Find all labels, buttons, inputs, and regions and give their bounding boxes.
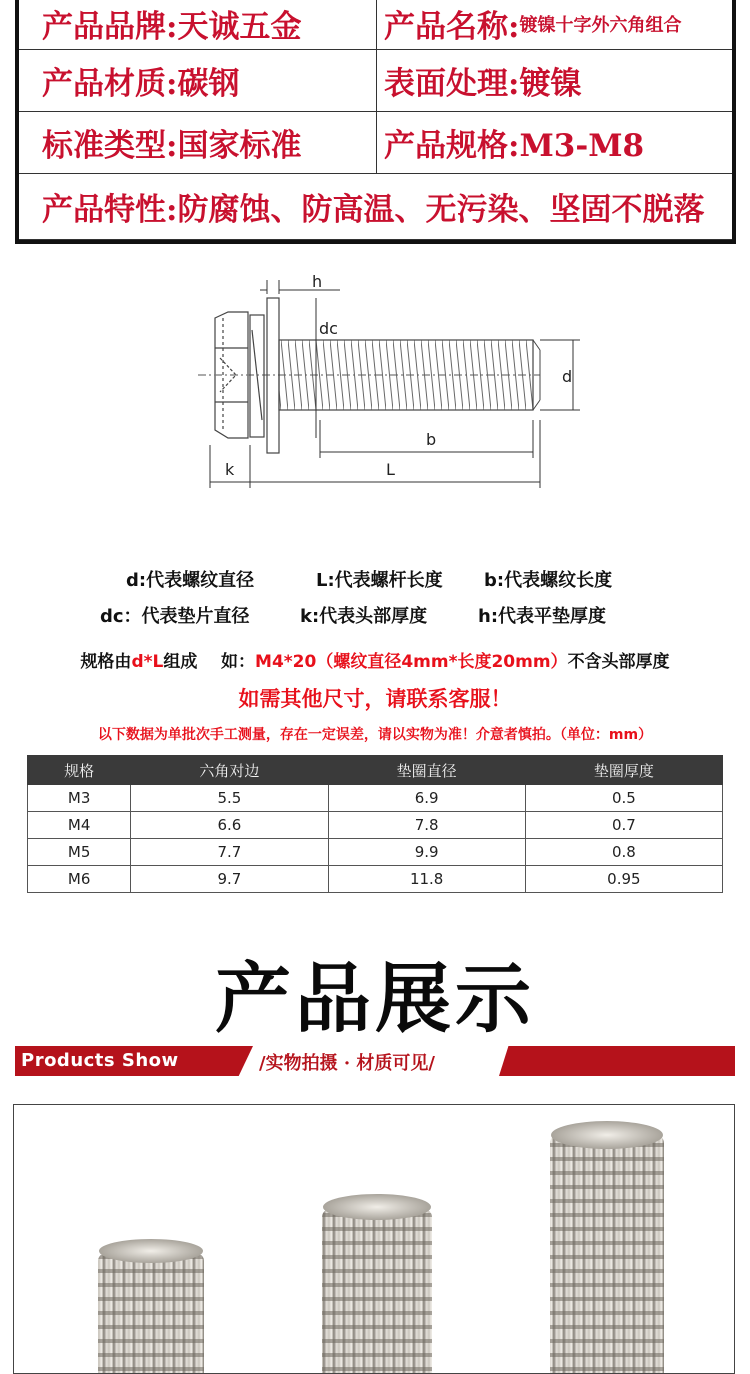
spec-formula: d*L [131,652,164,672]
definition-k: k:代表头部厚度 [300,606,428,627]
cell-washer-thickness: 0.7 [525,812,722,839]
showcase-title: 产品展示 [215,954,535,1043]
screws-photo-illustration [14,1105,735,1374]
cell-hex-width: 6.6 [131,812,328,839]
banner-chinese-label: /实物拍摄 · 材质可见/ [259,1053,435,1074]
screw-medium [322,1194,432,1374]
label-h: h [312,272,323,291]
spec-example: M4*20（螺纹直径4mm*长度20mm） [255,652,568,672]
header-spec: 规格 [28,756,131,785]
definition-d: d:代表螺纹直径 [126,570,255,591]
screw-dimension-diagram [190,270,590,500]
label-k: k [225,460,235,479]
cell-washer-thickness: 0.5 [525,785,722,812]
label-d: d [562,367,573,386]
threaded-shank [279,340,540,410]
header-hex-width: 六角对边 [131,756,328,785]
spec-composition-note [0,647,750,672]
standard-cell: 标准类型:国家标准 [42,128,302,164]
cell-washer-thickness: 0.8 [525,839,722,866]
cell-hex-width: 7.7 [131,839,328,866]
spec-cell: 产品规格:M3-M8 [384,128,645,164]
banner-english-label: Products Show [21,1050,179,1071]
size-table-header [28,756,723,785]
material-cell: 产品材质:碳钢 [42,66,240,102]
label-dc: dc [319,319,338,338]
cell-washer-diameter: 6.9 [328,785,525,812]
table-row [28,812,723,839]
cell-spec: M5 [28,839,131,866]
measurement-disclaimer: 以下数据为单批次手工测量，存在一定误差，请以实物为准！介意者慎拍。（单位：mm） [97,727,653,743]
cell-spec: M3 [28,785,131,812]
cell-spec: M4 [28,812,131,839]
definition-dc: dc：代表垫片直径 [100,606,250,627]
definition-b: b:代表螺纹长度 [484,570,613,591]
products-show-banner [15,1046,735,1076]
product-name-cell [384,0,734,49]
header-washer-diameter: 垫圈直径 [328,756,525,785]
column-divider [376,0,377,174]
definitions-line-1 [0,566,750,592]
table-row [28,785,723,812]
brand-cell: 产品品牌:天诚五金 [42,9,302,45]
banner-right-bar [499,1046,735,1076]
screw-small [98,1239,204,1374]
size-table [27,755,723,893]
cell-spec: M6 [28,866,131,893]
attribute-table [15,0,736,244]
cell-hex-width: 9.7 [131,866,328,893]
product-name-value: 镀镍十字外六角组合 [519,14,682,36]
cell-washer-diameter: 9.9 [328,839,525,866]
cell-washer-diameter: 11.8 [328,866,525,893]
label-L: L [386,460,395,479]
cell-washer-diameter: 7.8 [328,812,525,839]
table-row [28,839,723,866]
product-name-label: 产品名称: [384,9,520,45]
spec-mid: 组成 如： [163,652,256,672]
header-washer-thickness: 垫圈厚度 [525,756,722,785]
definitions-line-2 [0,602,750,628]
definition-h: h:代表平垫厚度 [478,606,607,627]
features-cell: 产品特性:防腐蚀、防高温、无污染、坚固不脱落 [42,192,705,228]
cell-hex-width: 5.5 [131,785,328,812]
label-b: b [426,430,437,449]
table-row [28,866,723,893]
definition-L: L:代表螺杆长度 [316,570,443,591]
spec-suffix: 不含头部厚度 [567,652,670,672]
spec-prefix: 规格由 [80,652,132,672]
contact-service-note: 如需其他尺寸，请联系客服！ [238,686,512,711]
screw-large [550,1121,664,1374]
product-photo [13,1104,735,1374]
attribute-row-features [19,174,732,240]
surface-cell: 表面处理:镀镍 [384,66,582,102]
cell-washer-thickness: 0.95 [525,866,722,893]
